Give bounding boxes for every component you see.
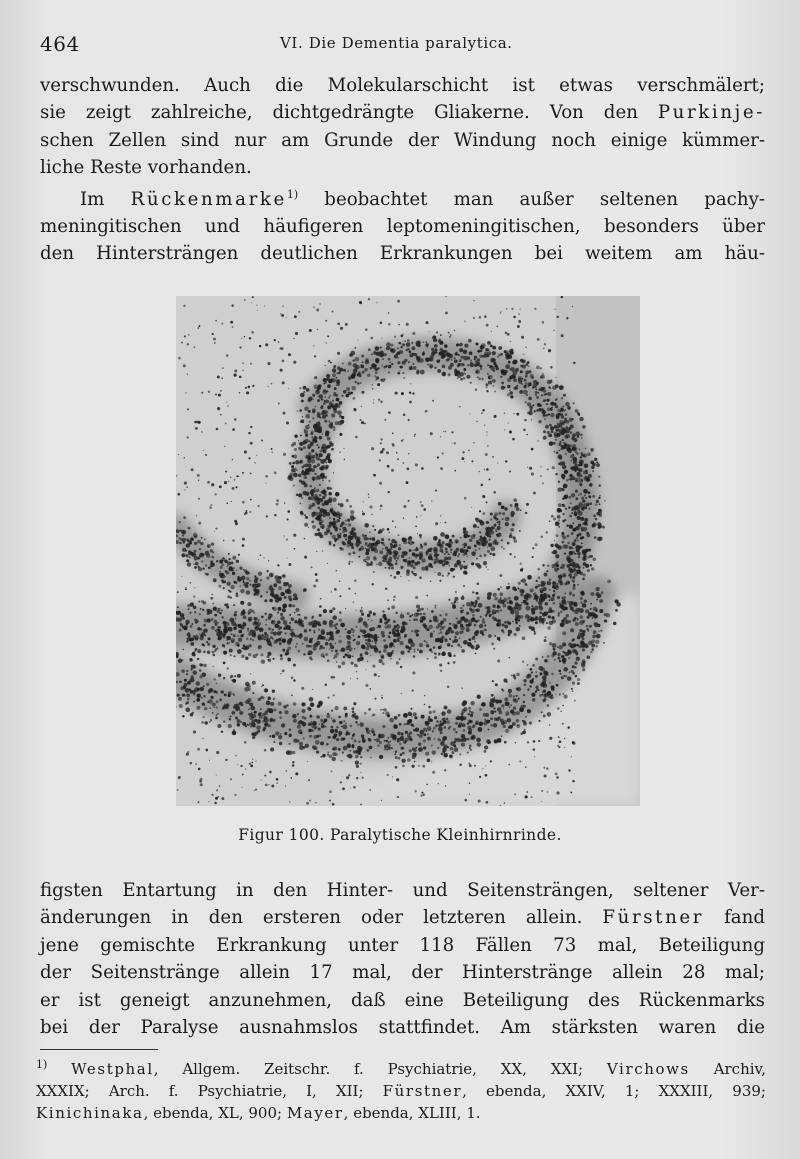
text-line: Im Rückenmarke$^{1)}$ beobachtet man außer seltenen pachy- [80, 187, 765, 210]
text-line: der Seitenstränge allein 17 mal, der Hinterstränge allein 28 mal; [40, 962, 765, 984]
text-line: er ist geneigt anzunehmen, daß eine Beteiligung des Rückenmarks [40, 989, 765, 1011]
text-line: sie zeigt zahlreiche, dichtgedrängte Gliakerne. Von den Purkinje- [40, 102, 765, 124]
micrograph-image [176, 296, 640, 806]
figure-micrograph [176, 296, 640, 806]
text-line: liche Reste vorhanden. [40, 157, 252, 179]
term-rueckenmarke: Rückenmarke [130, 188, 287, 210]
page-number: 464 [40, 32, 80, 56]
text-line: änderungen in den ersteren oder letzteren allein. Fürstner fand [40, 907, 766, 929]
text-line: verschwunden. Auch die Molekularschicht ist etwas verschmälert; [40, 75, 765, 96]
name-fuerstner: Fürstner [602, 907, 705, 929]
running-head: VI. Die Dementia paralytica. [280, 34, 513, 52]
text-line: den Hintersträngen deutlichen Erkrankungen bei weitem am häu- [40, 243, 765, 265]
text-line: jene gemischte Erkrankung unter 118 Fällen 73 mal, Beteiligung [40, 934, 765, 956]
footnote-divider [40, 1049, 158, 1050]
figure-caption: Figur 100. Paralytische Kleinhirnrinde. [238, 826, 562, 844]
footnote-line: XXXIX; Arch. f. Psychiatrie, I, XII; Fürstner, ebenda, XXIV, 1; XXXIII, 939; [36, 1082, 766, 1100]
text-line: schen Zellen sind nur am Grunde der Windung noch einige kümmer- [40, 129, 765, 151]
footnote-marker: 1) [286, 187, 299, 201]
name-purkinje: Purkinje- [657, 102, 765, 124]
text-line: meningitischen und häufigeren leptomeningitischen, besonders über [40, 215, 765, 237]
page-header [40, 32, 770, 58]
body-text-top [40, 72, 765, 268]
footnote-line: Kinichinaka, ebenda, XL, 900; Mayer, ebenda, XLIII, 1. [36, 1104, 481, 1122]
footnotes [36, 1058, 766, 1124]
text-line: bei der Paralyse ausnahmslos stattfindet. Am stärksten waren die [40, 1016, 765, 1038]
body-text-bottom [40, 877, 765, 1041]
footnote-line: $^{1)}$ Westphal, Allgem. Zeitschr. f. Psychiatrie, XX, XXI; Virchows Archiv, [36, 1058, 766, 1078]
text-line: figsten Entartung in den Hinter- und Seitensträngen, seltener Ver- [40, 880, 765, 901]
